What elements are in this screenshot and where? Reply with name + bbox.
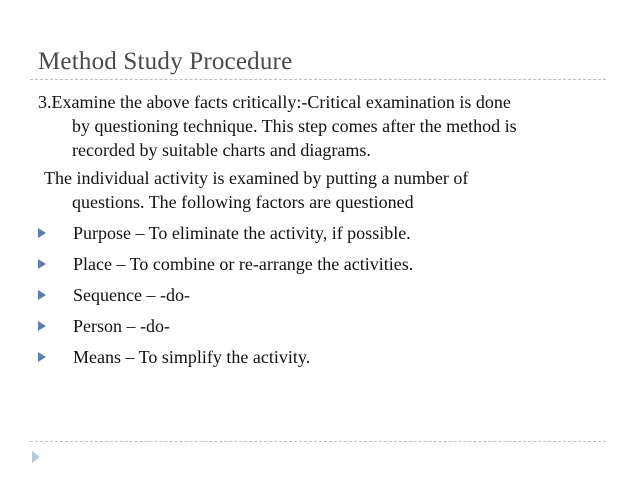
triangle-bullet-icon <box>38 290 46 300</box>
footer-divider <box>30 441 606 442</box>
paragraph-line: The individual activity is examined by putting a number of <box>44 168 469 188</box>
list-item-text: Sequence – -do- <box>73 285 190 305</box>
list-item-text: Purpose – To eliminate the activity, if possible. <box>73 223 411 243</box>
slide-title: Method Study Procedure <box>38 48 293 75</box>
paragraph-line: by questioning technique. This step comes after the method is <box>72 116 517 136</box>
factor-list <box>38 218 598 373</box>
list-item <box>38 280 598 311</box>
paragraph-individual-activity <box>44 166 598 214</box>
list-item-text: Person – -do- <box>73 316 170 336</box>
next-slide-icon[interactable] <box>32 451 40 463</box>
paragraph-examine <box>38 90 598 162</box>
paragraph-line: 3.Examine the above facts critically:-Critical examination is done <box>38 92 511 112</box>
triangle-bullet-icon <box>38 321 46 331</box>
triangle-bullet-icon <box>38 259 46 269</box>
paragraph-line: questions. The following factors are questioned <box>72 192 414 212</box>
list-item <box>38 218 598 249</box>
triangle-bullet-icon <box>38 228 46 238</box>
list-item-text: Means – To simplify the activity. <box>73 347 311 367</box>
slide-body <box>38 90 598 373</box>
list-item <box>38 311 598 342</box>
list-item <box>38 342 598 373</box>
title-divider <box>30 79 606 80</box>
triangle-bullet-icon <box>38 352 46 362</box>
list-item-text: Place – To combine or re-arrange the activities. <box>73 254 414 274</box>
paragraph-line: recorded by suitable charts and diagrams. <box>72 140 371 160</box>
list-item <box>38 249 598 280</box>
